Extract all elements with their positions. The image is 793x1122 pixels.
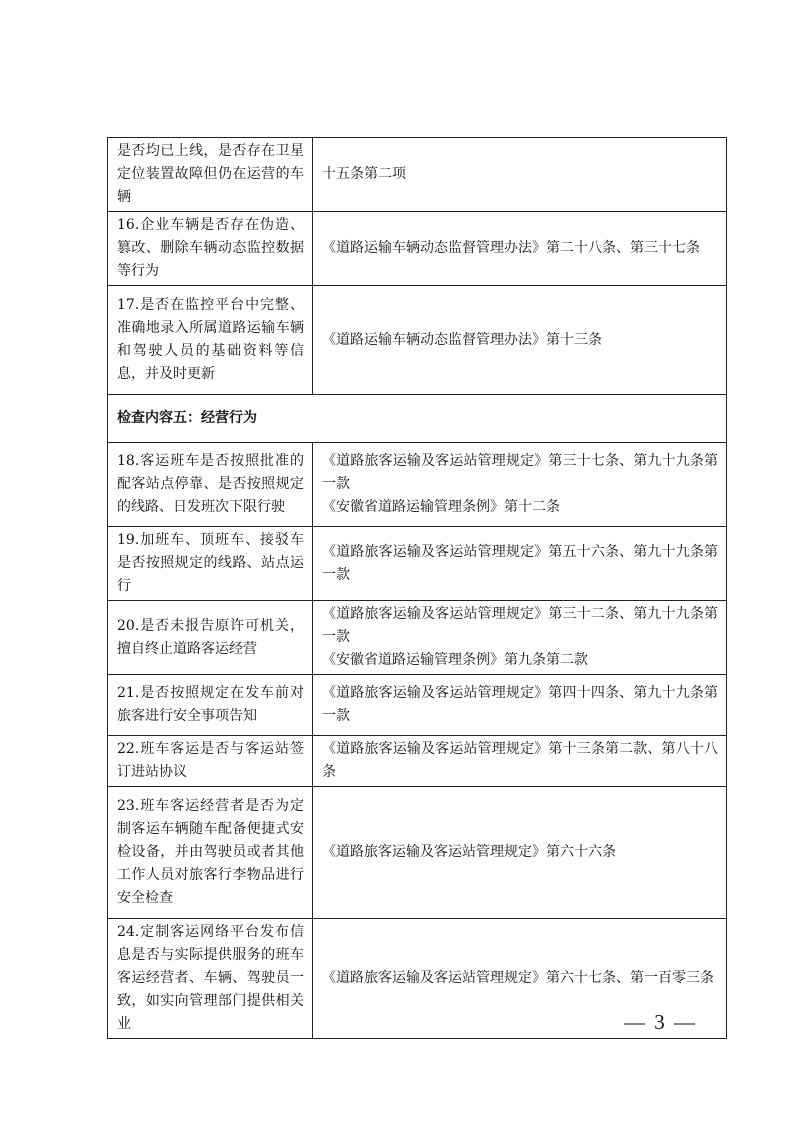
inspection-item: 16.企业车辆是否存在伪造、篡改、删除车辆动态监控数据等行为: [108, 212, 313, 286]
legal-reference: 《道路旅客运输及客运站管理规定》第十三条第二款、第八十八条: [322, 741, 718, 780]
inspection-item: 18.客运班车是否按照批准的配客站点停靠、是否按照规定的线路、日发班次下限行驶: [108, 443, 313, 527]
inspection-item: 19.加班车、顶班车、接驳车是否按照规定的线路、站点运行: [108, 527, 313, 601]
inspection-item: 20.是否未报告原许可机关，擅自终止道路客运经营: [108, 601, 313, 675]
legal-basis: [313, 212, 727, 286]
legal-reference: 《道路旅客运输及客运站管理规定》第六十六条: [322, 844, 616, 860]
table-body-lower: [108, 443, 727, 1039]
legal-reference: 《道路旅客运输及客运站管理规定》第六十七条、第一百零三条: [322, 970, 714, 986]
legal-basis: [313, 527, 727, 601]
table-row: [108, 443, 727, 527]
legal-basis: [313, 736, 727, 787]
table-row: [108, 675, 727, 736]
legal-reference: 《道路旅客运输及客运站管理规定》第五十六条、第九十九条第一款: [322, 543, 718, 583]
page-number: — 3 —: [624, 1010, 697, 1034]
legal-reference: 《道路运输车辆动态监督管理办法》第十三条: [322, 331, 602, 348]
legal-reference: 《道路旅客运输及客运站管理规定》第三十七条、第九十九条第一款: [322, 453, 718, 492]
table-body-upper: [108, 138, 727, 395]
legal-reference: 《安徽省道路运输管理条例》第十二条: [322, 499, 560, 515]
legal-reference: 《安徽省道路运输管理条例》第九条第二款: [322, 652, 588, 668]
inspection-item: 21.是否按照规定在发车前对旅客进行安全事项告知: [108, 675, 313, 736]
legal-reference: 《道路旅客运输及客运站管理规定》第三十二条、第九十九条第一款: [322, 606, 718, 645]
legal-reference: 《道路运输车辆动态监督管理办法》第二十八条、第三十七条: [322, 240, 700, 256]
legal-reference: 十五条第二项: [322, 166, 406, 182]
legal-reference: 《道路旅客运输及客运站管理规定》第四十四条、第九十九条第一款: [322, 685, 718, 724]
table-row: [108, 787, 727, 919]
legal-basis: [313, 787, 727, 919]
legal-basis: [313, 675, 727, 736]
table-section: [108, 395, 727, 443]
inspection-item: 24.定制客运网络平台发布信息是否与实际提供服务的班车客运经营者、车辆、驾驶员一致，如实向管理部门提供相关业: [108, 919, 313, 1039]
section-heading: 检查内容五：经营行为: [108, 395, 727, 443]
legal-basis: [313, 138, 727, 212]
legal-basis: [313, 601, 727, 675]
table-row: [108, 736, 727, 787]
table-row: [108, 212, 727, 286]
table-row: [108, 138, 727, 212]
inspection-item: 22.班车客运是否与客运站签订进站协议: [108, 736, 313, 787]
inspection-item: 23.班车客运经营者是否为定制客运车辆随车配备便捷式安检设备，并由驾驶员或者其他工作人员对旅客行李物品进行安全检查: [108, 787, 313, 919]
table-row: [108, 286, 727, 395]
legal-basis: [313, 286, 727, 395]
inspection-item: 是否均已上线，是否存在卫星定位装置故障但仍在运营的车辆: [108, 138, 313, 212]
table-row: [108, 601, 727, 675]
inspection-item: 17.是否在监控平台中完整、准确地录入所属道路运输车辆和驾驶人员的基础资料等信息，并及时更新: [108, 286, 313, 395]
legal-basis: [313, 443, 727, 527]
inspection-table: [107, 137, 727, 1039]
section-heading-row: [108, 395, 727, 443]
table-row: [108, 527, 727, 601]
